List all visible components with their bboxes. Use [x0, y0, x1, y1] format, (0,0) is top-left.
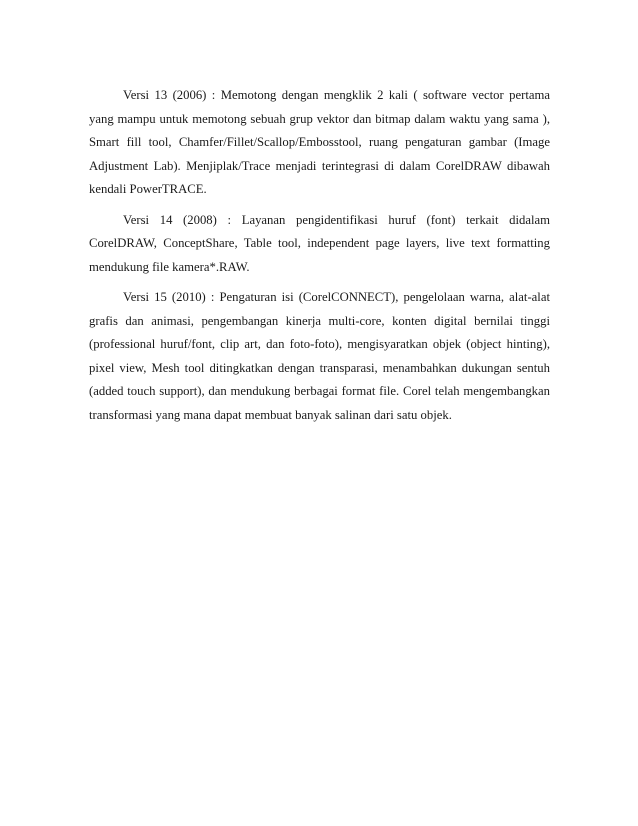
body-text — [89, 84, 550, 427]
paragraph-versi-14: Versi 14 (2008) : Layanan pengidentifikasi huruf (font) terkait didalam CorelDRAW, ConceptShare, Table tool, independent page layers, live text formatting mendukung file kamera*.RAW. — [89, 212, 550, 274]
paragraph-versi-13: Versi 13 (2006) : Memotong dengan mengklik 2 kali ( software vector pertama yang mampu untuk memotong sebuah grup vektor dan bitmap dalam waktu yang sama ), Smart fill tool, Chamfer/Fillet/Scallop/Embosstool, ruang pengaturan gambar (Image Adjustment Lab). Menjiplak/Trace menjadi terintegrasi di dalam CorelDRAW dibawah kendali PowerTRACE. — [89, 88, 550, 196]
paragraph-versi-15: Versi 15 (2010) : Pengaturan isi (CorelCONNECT), pengelolaan warna, alat-alat grafis dan animasi, pengembangan kinerja multi-core, konten digital bernilai tinggi (professional huruf/font, clip art, dan foto-foto), mengisyaratkan objek (object hinting), pixel view, Mesh tool ditingkatkan dengan transparasi, menambahkan dukungan sentuh (added touch support), dan mendukung berbagai format file. Corel telah mengembangkan transformasi yang mana dapat membuat banyak salinan dari satu objek. — [89, 290, 550, 422]
